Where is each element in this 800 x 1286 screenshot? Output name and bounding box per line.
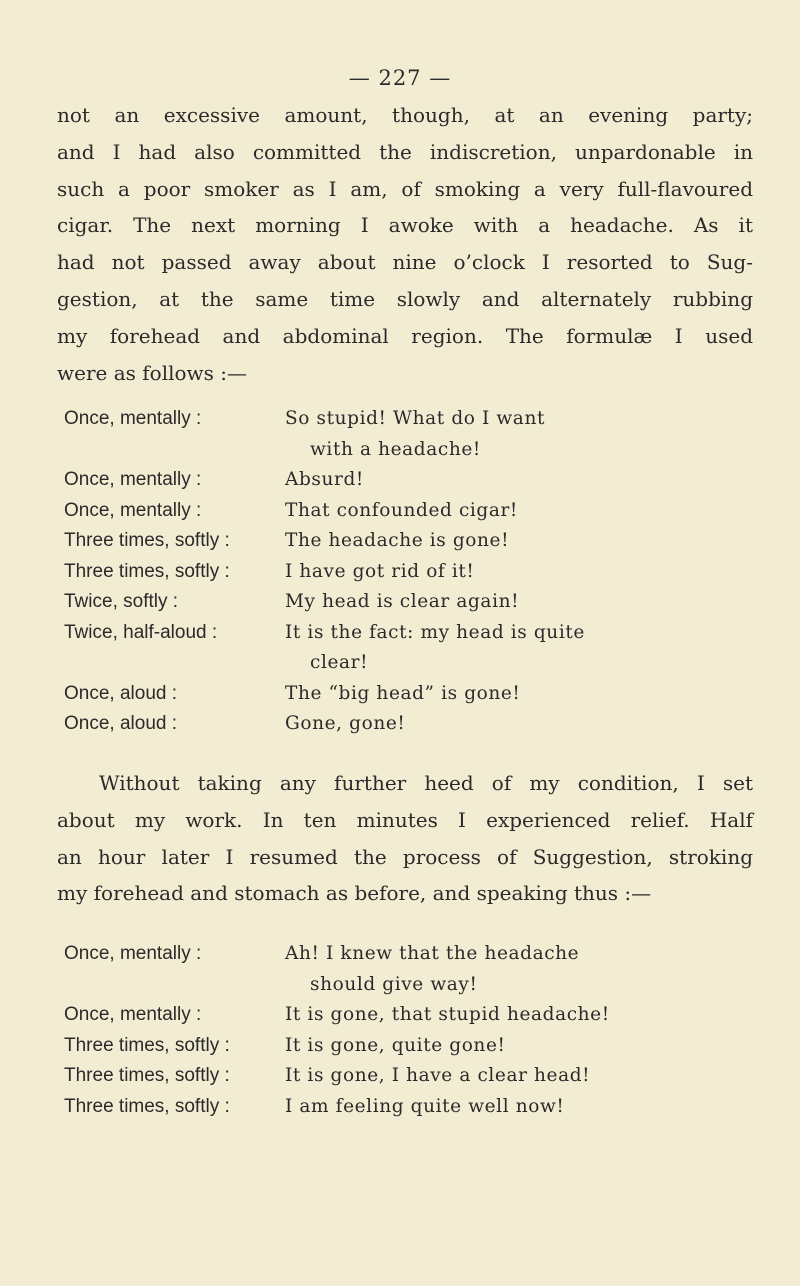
formula-row xyxy=(64,587,744,618)
paragraph-line: my forehead and abdominal region. The formulæ I used xyxy=(57,323,753,348)
formula-row xyxy=(64,465,744,496)
formula-text xyxy=(285,939,744,1000)
formula-text xyxy=(285,496,744,527)
formula-text xyxy=(285,587,744,618)
formula-list-2 xyxy=(64,939,744,1122)
formula-row xyxy=(64,526,744,557)
paragraph-2 xyxy=(57,765,753,912)
formula-text xyxy=(285,679,744,710)
formula-manner: Three times, softly : xyxy=(64,530,230,551)
paragraph-line: were as follows :— xyxy=(57,360,248,385)
formula-manner: Once, mentally : xyxy=(64,499,202,521)
formula-row xyxy=(64,1092,744,1123)
formula-line: should give way! xyxy=(310,973,478,995)
formula-manner: Three times, softly : xyxy=(64,1065,230,1086)
formula-line: Gone, gone! xyxy=(285,713,406,734)
formula-text xyxy=(285,1061,744,1092)
formula-text xyxy=(285,618,744,679)
paragraph-line: gestion, at the same time slowly and alternately rubbing xyxy=(57,286,753,311)
formula-manner: Once, mentally : xyxy=(64,943,202,964)
formula-line: The “big head” is gone! xyxy=(285,682,521,704)
formula-row xyxy=(64,1031,744,1062)
paragraph-line: such a poor smoker as I am, of smoking a very full-flavoured xyxy=(57,176,753,201)
paragraph-line: cigar. The next morning I awoke with a headache. As it xyxy=(57,213,753,238)
formula-row xyxy=(64,1061,744,1092)
paragraph-line: my forehead and stomach as before, and speaking thus :— xyxy=(57,881,652,906)
formula-manner: Once, mentally : xyxy=(64,469,202,490)
formula-text xyxy=(285,404,744,465)
formula-manner: Once, aloud : xyxy=(64,713,178,734)
formula-row xyxy=(64,496,744,527)
formula-manner: Three times, softly : xyxy=(64,1034,230,1056)
formula-line: It is gone, quite gone! xyxy=(285,1034,506,1056)
formula-manner: Once, aloud : xyxy=(64,682,178,704)
formula-line: I have got rid of it! xyxy=(285,560,475,582)
formula-line: I am feeling quite well now! xyxy=(285,1095,565,1117)
formula-line: with a headache! xyxy=(310,438,481,460)
formula-manner: Three times, softly : xyxy=(64,1095,230,1117)
formula-line: clear! xyxy=(310,652,369,673)
paragraph-1 xyxy=(57,97,753,391)
formula-text xyxy=(285,557,744,588)
formula-line: That confounded cigar! xyxy=(285,499,518,521)
formula-line: The headache is gone! xyxy=(285,530,510,551)
formula-text xyxy=(285,709,744,740)
paragraph-line: about my work. In ten minutes I experienced relief. Half xyxy=(57,807,753,832)
paragraph-line: not an excessive amount, though, at an evening party; xyxy=(57,103,753,127)
formula-row xyxy=(64,679,744,710)
formula-manner: Twice, softly : xyxy=(64,591,179,612)
formula-text xyxy=(285,1092,744,1123)
formula-line: Absurd! xyxy=(285,469,364,490)
formula-manner: Once, mentally : xyxy=(64,408,202,429)
paragraph-line: had not passed away about nine o’clock I resorted to Sug- xyxy=(57,250,753,275)
formula-list-1 xyxy=(64,404,744,740)
formula-row xyxy=(64,939,744,1000)
formula-row xyxy=(64,709,744,740)
paragraph-line: Without taking any further heed of my condition, I set xyxy=(99,771,753,795)
formula-line: It is gone, that stupid headache! xyxy=(285,1004,610,1025)
formula-line: It is gone, I have a clear head! xyxy=(285,1065,591,1086)
page-number: — 227 — xyxy=(348,66,452,90)
formula-text xyxy=(285,1031,744,1062)
formula-row xyxy=(64,618,744,679)
formula-line: My head is clear again! xyxy=(285,591,520,612)
formula-manner: Three times, softly : xyxy=(64,560,230,582)
formula-row xyxy=(64,557,744,588)
paragraph-line: an hour later I resumed the process of Suggestion, stroking xyxy=(57,844,753,869)
formula-line: It is the fact: my head is quite xyxy=(285,621,585,643)
formula-manner: Twice, half-aloud : xyxy=(64,621,218,643)
formula-row xyxy=(64,404,744,465)
formula-text xyxy=(285,526,744,557)
formula-manner: Once, mentally : xyxy=(64,1004,202,1025)
formula-row xyxy=(64,1000,744,1031)
formula-line: Ah! I knew that the headache xyxy=(285,943,580,964)
paragraph-line: and I had also committed the indiscretion, unpardonable in xyxy=(57,139,753,164)
formula-text xyxy=(285,465,744,496)
formula-line: So stupid! What do I want xyxy=(285,408,545,429)
formula-text xyxy=(285,1000,744,1031)
